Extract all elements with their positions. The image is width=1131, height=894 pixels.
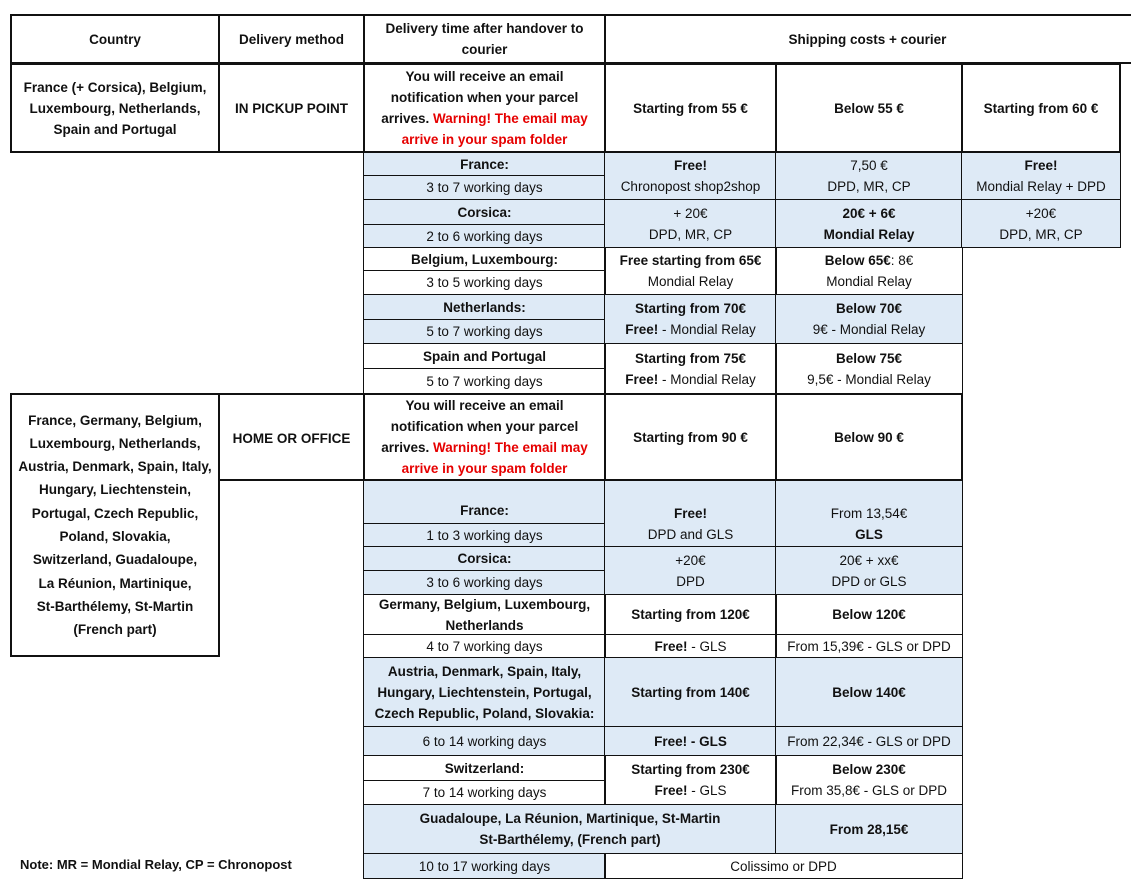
home-threshold-2: Below 90 € bbox=[775, 393, 963, 481]
home-days-corsica: 3 to 6 working days bbox=[363, 570, 606, 595]
home-germany-threshold-2: Below 120€ bbox=[775, 594, 963, 635]
pickup-threshold-2: Below 55 € bbox=[775, 63, 963, 153]
pickup-days-spain-portugal: 5 to 7 working days bbox=[363, 368, 606, 394]
home-threshold-1: Starting from 90 € bbox=[604, 393, 777, 481]
pickup-threshold-1: Starting from 55 € bbox=[604, 63, 777, 153]
pickup-days-france: 3 to 7 working days bbox=[363, 175, 606, 200]
pickup-belgium-cost-1: Free starting from 65€ Mondial Relay bbox=[604, 247, 777, 295]
header-country: Country bbox=[10, 14, 220, 64]
home-days-france: 1 to 3 working days bbox=[363, 523, 606, 547]
home-germany-cost-1: Free! - GLS bbox=[604, 634, 777, 658]
spam-warning: Warning! The email may bbox=[429, 111, 588, 126]
home-region-france: France: bbox=[363, 480, 606, 524]
home-region-overseas: Guadaloupe, La Réunion, Martinique, St-Martin St-Barthélemy, (French part) bbox=[363, 804, 777, 854]
header-delivery-time: Delivery time after handover to courier bbox=[363, 14, 606, 64]
pickup-corsica-cost-2: 20€ + 6€ Mondial Relay bbox=[775, 199, 963, 248]
home-germany-cost-2: From 15,39€ - GLS or DPD bbox=[775, 634, 963, 658]
pickup-france-cost-1: Free! Chronopost shop2shop bbox=[604, 152, 777, 200]
pickup-region-belgium-luxembourg: Belgium, Luxembourg: bbox=[363, 247, 606, 271]
home-germany-threshold-1: Starting from 120€ bbox=[604, 594, 777, 635]
pickup-netherlands-cost-2: Below 70€ 9€ - Mondial Relay bbox=[775, 294, 963, 344]
home-region-austria-group: Austria, Denmark, Spain, Italy, Hungary, Liechtenstein, Portugal, Czech Republic, Poland, Slovakia: bbox=[363, 657, 606, 727]
pickup-region-spain-portugal: Spain and Portugal bbox=[363, 343, 606, 369]
home-austria-threshold-2: Below 140€ bbox=[775, 657, 963, 727]
home-days-austria-group: 6 to 14 working days bbox=[363, 726, 606, 756]
home-switzerland-cost-1: Starting from 230€ Free! - GLS bbox=[604, 755, 777, 805]
home-france-cost-2: From 13,54€ GLS bbox=[775, 480, 963, 547]
home-austria-threshold-1: Starting from 140€ bbox=[604, 657, 777, 727]
home-overseas-carrier: Colissimo or DPD bbox=[604, 853, 963, 879]
pickup-spain-cost-2: Below 75€ 9,5€ - Mondial Relay bbox=[775, 343, 963, 394]
header-shipping-costs: Shipping costs + courier bbox=[604, 14, 1131, 64]
home-switzerland-cost-2: Below 230€ From 35,8€ - GLS or DPD bbox=[775, 755, 963, 805]
pickup-region-netherlands: Netherlands: bbox=[363, 294, 606, 320]
home-corsica-cost-2: 20€ + xx€ DPD or GLS bbox=[775, 546, 963, 595]
home-austria-cost-2: From 22,34€ - GLS or DPD bbox=[775, 726, 963, 756]
home-corsica-cost-1: +20€ DPD bbox=[604, 546, 777, 595]
home-method-divider bbox=[218, 479, 365, 481]
pickup-region-france: France: bbox=[363, 152, 606, 176]
pickup-belgium-cost-2: Below 65€: 8€ Mondial Relay bbox=[775, 247, 963, 295]
pickup-countries: France (+ Corsica), Belgium, Luxembourg, Netherlands, Spain and Portugal bbox=[10, 63, 220, 153]
home-days-germany-benelux: 4 to 7 working days bbox=[363, 634, 606, 658]
pickup-region-corsica: Corsica: bbox=[363, 199, 606, 225]
pickup-email-notice: You will receive an email notification when your parcel arrives. Warning! The email may arrive in your spam folder bbox=[363, 63, 606, 153]
abbreviation-note: Note: MR = Mondial Relay, CP = Chronopost bbox=[20, 857, 292, 872]
home-days-overseas: 10 to 17 working days bbox=[363, 853, 606, 879]
home-overseas-price: From 28,15€ bbox=[775, 804, 963, 854]
pickup-threshold-3: Starting from 60 € bbox=[961, 63, 1121, 153]
pickup-netherlands-cost-1: Starting from 70€ Free! - Mondial Relay bbox=[604, 294, 777, 344]
pickup-france-cost-3: Free! Mondial Relay + DPD bbox=[961, 152, 1121, 200]
pickup-spain-cost-1: Starting from 75€ Free! - Mondial Relay bbox=[604, 343, 777, 394]
pickup-days-corsica: 2 to 6 working days bbox=[363, 224, 606, 248]
home-france-cost-1: Free! DPD and GLS bbox=[604, 480, 777, 547]
pickup-corsica-cost-3: +20€ DPD, MR, CP bbox=[961, 199, 1121, 248]
pickup-corsica-cost-1: + 20€ DPD, MR, CP bbox=[604, 199, 777, 248]
home-region-germany-benelux: Germany, Belgium, Luxembourg, Netherlands bbox=[363, 594, 606, 635]
home-austria-cost-1: Free! - GLS bbox=[604, 726, 777, 756]
pickup-days-belgium-luxembourg: 3 to 5 working days bbox=[363, 270, 606, 295]
pickup-france-cost-2: 7,50 € DPD, MR, CP bbox=[775, 152, 963, 200]
home-region-corsica: Corsica: bbox=[363, 546, 606, 571]
home-method: HOME OR OFFICE bbox=[218, 393, 365, 481]
home-email-notice: You will receive an email notification when your parcel arrives. Warning! The email may arrive in your spam folder bbox=[363, 393, 606, 481]
home-days-switzerland: 7 to 14 working days bbox=[363, 780, 606, 805]
home-region-switzerland: Switzerland: bbox=[363, 755, 606, 781]
pickup-days-netherlands: 5 to 7 working days bbox=[363, 319, 606, 344]
header-delivery-method: Delivery method bbox=[218, 14, 365, 64]
home-countries: France, Germany, Belgium, Luxembourg, Netherlands, Austria, Denmark, Spain, Italy, Hungary, Liechtenstein, Portugal, Czech Republic, Poland, Slovakia, Switzerland, Guadaloupe, La Réunion, Martinique, St-Barthélemy, St-Martin (French part) bbox=[10, 393, 220, 657]
pickup-method: IN PICKUP POINT bbox=[218, 63, 365, 153]
